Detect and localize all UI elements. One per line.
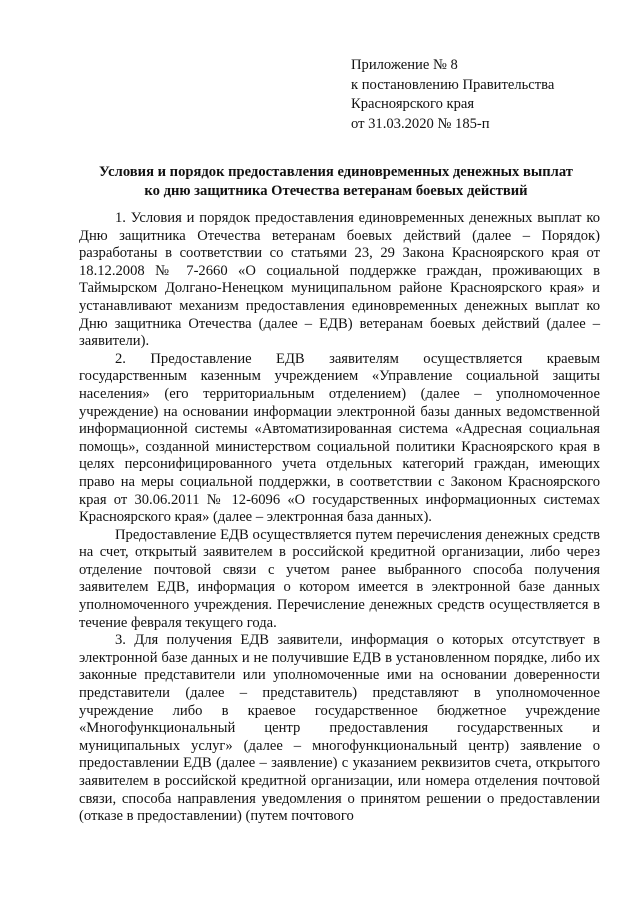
title-line: ко дню защитника Отечества ветеранам боевых действий — [144, 183, 528, 199]
paragraph: 1. Условия и порядок предоставления единовременных денежных выплат ко Дню защитника Отечества ветеранам боевых действий (далее – Порядок) разработаны в соответствии со статьями 23, 29 Закона Красноярского края от 18.12.2008 № 7-2660 «О социальной поддержке граждан, проживающих в Таймырском Долгано-Ненецком муниципальном районе Красноярского края» и устанавливают механизм предоставления единовременных денежных выплат ко Дню защитника Отечества (далее – ЕДВ) ветеранам боевых действий (далее – заявители). — [79, 210, 600, 350]
appendix-reference: к постановлению Правительства — [351, 76, 555, 93]
title-line: Условия и порядок предоставления единовременных денежных выплат — [99, 164, 573, 180]
appendix-number: Приложение № 8 — [351, 57, 458, 73]
paragraph: 3. Для получения ЕДВ заявители, информация о которых отсутствует в электронной базе данных и не получившие ЕДВ в установленном порядке, либо их законные представители или уполномоченные ими на основании доверенности представители (далее – представитель) представляют в уполномоченное учреждение либо в краевое государственное бюджетное учреждение «Многофункциональный центр предоставления государственных и муниципальных услуг» (далее – многофункциональный центр) заявление о предоставлении ЕДВ (далее – заявление) с указанием реквизитов счета, открытого заявителем в российской кредитной организации, или номера отделения почтовой связи, способа направления уведомления о принятом решении о предоставлении (отказе в предоставлении) (путем почтового — [79, 632, 600, 825]
paragraph: Предоставление ЕДВ осуществляется путем перечисления денежных средств на счет, открытый заявителем в российской кредитной организации, либо через отделение почтовой связи с учетом ранее выбранного способа получения заявителем ЕДВ, информация о котором имеется в электронной базе данных уполномоченного учреждения. Перечисление денежных средств осуществляется в течение февраля текущего года. — [79, 526, 600, 631]
document-body — [79, 210, 600, 826]
appendix-region: Красноярского края — [351, 96, 475, 113]
appendix-header — [351, 56, 554, 134]
document-title — [60, 163, 612, 201]
paragraph: 2. Предоставление ЕДВ заявителям осуществляется краевым государственным казенным учреждением «Управление социальной защиты населения» (его территориальным отделением) (далее – уполномоченное учреждение) на основании информации электронной базы данных ведомственной информационной системы «Автоматизированная система «Адресная социальная помощь», созданной министерством социальной политики Красноярского края в целях персонифицированного учета отдельных категорий граждан, имеющих право на меры социальной поддержки, в соответствии с Законом Красноярского края от 30.06.2011 № 12-6096 «О государственных информационных системах Красноярского края» (далее – электронная база данных). — [79, 350, 600, 526]
appendix-date: от 31.03.2020 № 185-п — [351, 115, 490, 132]
